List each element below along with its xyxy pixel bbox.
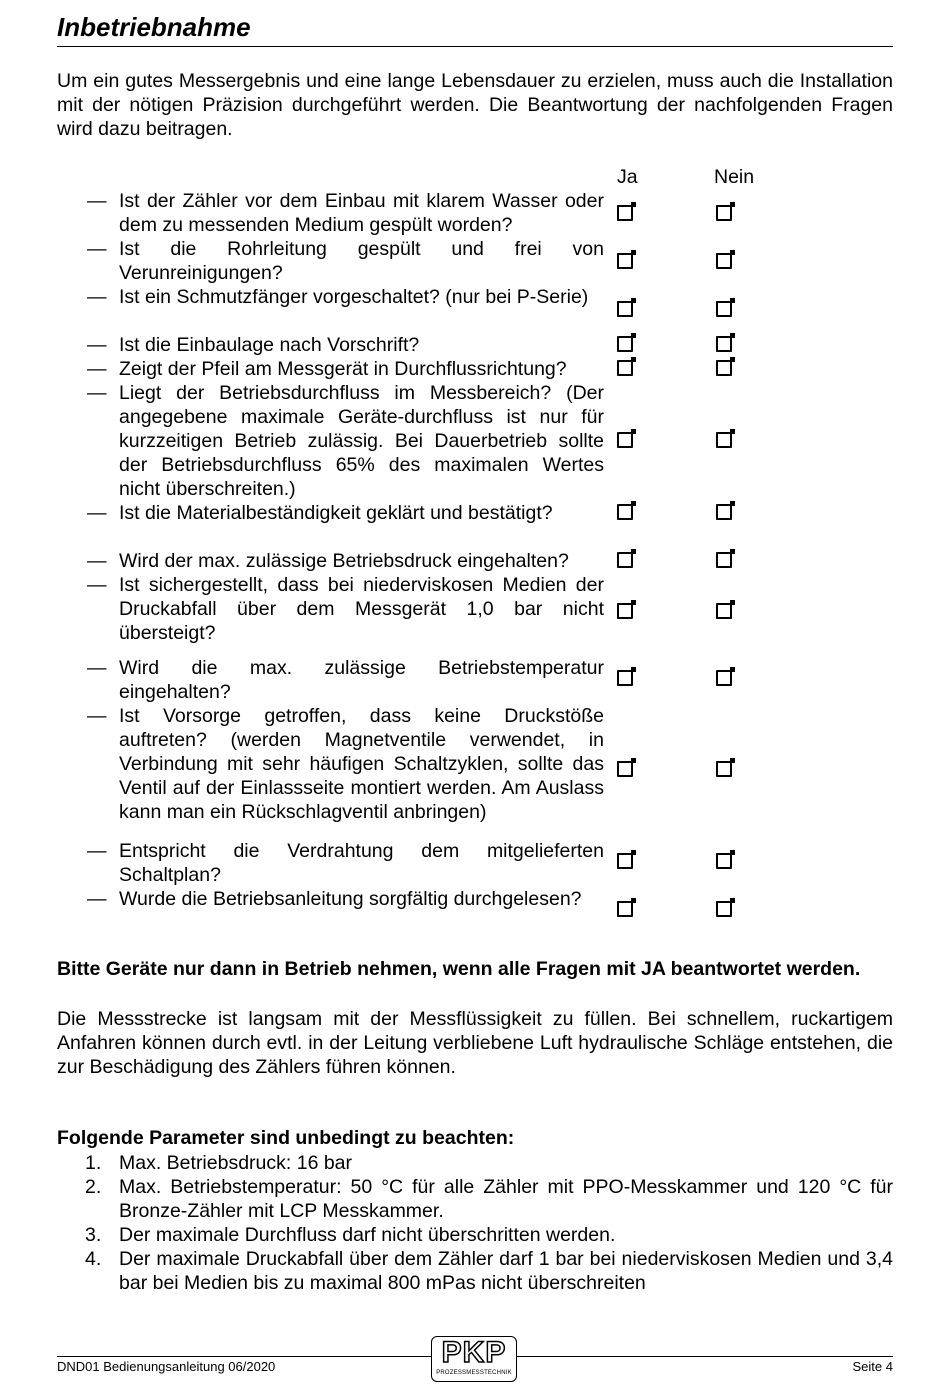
checkbox-nein[interactable]	[716, 853, 732, 869]
question-text: Ist die Einbaulage nach Vorschrift?	[119, 334, 420, 356]
footer-document-info: DND01 Bedienungsanleitung 06/2020	[57, 1359, 276, 1374]
checkbox-ja[interactable]	[617, 853, 633, 869]
question-text: Liegt der Betriebsdurchfluss im Messbereich? (Der angegebene maximale Geräte-durchfluss ist nur für kurzzeitigen Betrieb zulässig. Bei Dauerbetrieb sollte der Betriebsdurchfluss 65% des maximalen Wertes nicht überschreiten.)	[119, 382, 604, 500]
dash-bullet: —	[87, 190, 107, 212]
dash-bullet: —	[87, 574, 107, 596]
question-text: Ist sichergestellt, dass bei niederviskosen Medien der Druckabfall über dem Messgerät 1,0 bar nicht übersteigt?	[119, 574, 604, 644]
checkbox-nein[interactable]	[716, 603, 732, 619]
checkbox-nein[interactable]	[716, 504, 732, 520]
checkbox-nein[interactable]	[716, 761, 732, 777]
checkbox-ja[interactable]	[617, 552, 633, 568]
checkbox-ja[interactable]	[617, 761, 633, 777]
checkbox-nein[interactable]	[716, 901, 732, 917]
list-text: Max. Betriebstemperatur: 50 °C für alle Zähler mit PPO-Messkammer und 120 °C für Bronze-Zähler mit LCP Messkammer.	[119, 1176, 893, 1222]
company-logo	[431, 1336, 517, 1382]
checkbox-nein[interactable]	[716, 301, 732, 317]
checkbox-nein[interactable]	[716, 205, 732, 221]
page-title: Inbetriebnahme	[57, 12, 893, 47]
checkbox-nein[interactable]	[716, 552, 732, 568]
warning-bold: Bitte Geräte nur dann in Betrieb nehmen, wenn alle Fragen mit JA beantwortet werden.	[57, 958, 861, 980]
dash-bullet: —	[87, 502, 107, 524]
question-text: Wird die max. zulässige Betriebstemperatur eingehalten?	[119, 657, 604, 703]
dash-bullet: —	[87, 286, 107, 308]
dash-bullet: —	[87, 358, 107, 380]
logo-letters: PKP	[441, 1336, 507, 1369]
question-text: Ist der Zähler vor dem Einbau mit klarem Wasser oder dem zu messenden Medium gespült worden?	[119, 190, 604, 236]
list-text: Der maximale Druckabfall über dem Zähler darf 1 bar bei niederviskosen Medien und 3,4 bar bei Medien bis zu maximal 800 mPas nicht überschreiten	[119, 1248, 893, 1294]
checkbox-ja[interactable]	[617, 901, 633, 917]
list-text: Der maximale Durchfluss darf nicht überschritten werden.	[119, 1224, 616, 1246]
checkbox-ja[interactable]	[617, 301, 633, 317]
dash-bullet: —	[87, 840, 107, 862]
question-text: Ist ein Schmutzfänger vorgeschaltet? (nur bei P-Serie)	[119, 286, 589, 308]
dash-bullet: —	[87, 705, 107, 727]
dash-bullet: —	[87, 238, 107, 260]
dash-bullet: —	[87, 657, 107, 679]
question-text: Ist die Materialbeständigkeit geklärt und bestätigt?	[119, 502, 553, 524]
dash-bullet: —	[87, 888, 107, 910]
list-number: 3.	[85, 1224, 102, 1246]
warning-text: Die Messstrecke ist langsam mit der Messflüssigkeit zu füllen. Bei schnellem, ruckartigem Anfahren können durch evtl. in der Leitung verbliebene Luft hydraulische Schläge entstehen, die zur Beschädigung des Zählers führen können.	[57, 1008, 893, 1078]
checkbox-nein[interactable]	[716, 670, 732, 686]
column-header-ja: Ja	[617, 166, 638, 188]
list-text: Max. Betriebsdruck: 16 bar	[119, 1152, 353, 1174]
question-text: Zeigt der Pfeil am Messgerät in Durchflussrichtung?	[119, 358, 567, 380]
checkbox-nein[interactable]	[716, 336, 732, 352]
question-text: Wird der max. zulässige Betriebsdruck eingehalten?	[119, 550, 569, 572]
dash-bullet: —	[87, 334, 107, 356]
question-text: Ist die Rohrleitung gespült und frei von Verunreinigungen?	[119, 238, 604, 284]
checkbox-ja[interactable]	[617, 504, 633, 520]
checkbox-ja[interactable]	[617, 360, 633, 376]
logo-subtext: PROZESSMESSTECHNIK	[436, 1370, 512, 1376]
checkbox-ja[interactable]	[617, 432, 633, 448]
list-number: 2.	[85, 1176, 102, 1198]
question-text: Ist Vorsorge getroffen, dass keine Druckstöße auftreten? (werden Magnetventile verwendet, in Verbindung mit sehr häufigen Schaltzyklen, sollte das Ventil auf der Einlassseite montiert werden. Am Auslass kann man ein Rückschlagventil anbringen)	[119, 705, 604, 823]
params-heading: Folgende Parameter sind unbedingt zu beachten:	[57, 1127, 515, 1149]
dash-bullet: —	[87, 382, 107, 404]
checkbox-ja[interactable]	[617, 670, 633, 686]
list-number: 4.	[85, 1248, 102, 1270]
checkbox-ja[interactable]	[617, 205, 633, 221]
checkbox-ja[interactable]	[617, 253, 633, 269]
dash-bullet: —	[87, 550, 107, 572]
checkbox-nein[interactable]	[716, 253, 732, 269]
question-text: Wurde die Betriebsanleitung sorgfältig durchgelesen?	[119, 888, 582, 910]
checkbox-ja[interactable]	[617, 603, 633, 619]
checkbox-nein[interactable]	[716, 360, 732, 376]
checkbox-nein[interactable]	[716, 432, 732, 448]
question-text: Entspricht die Verdrahtung dem mitgelieferten Schaltplan?	[119, 840, 604, 886]
column-header-nein: Nein	[714, 166, 755, 188]
page-number: Seite 4	[852, 1359, 893, 1374]
checkbox-ja[interactable]	[617, 336, 633, 352]
list-number: 1.	[85, 1152, 102, 1174]
intro-paragraph: Um ein gutes Messergebnis und eine lange Lebensdauer zu erzielen, muss auch die Installation mit der nötigen Präzision durchgeführt werden. Die Beantwortung der nachfolgenden Fragen wird dazu beitragen.	[57, 70, 893, 140]
